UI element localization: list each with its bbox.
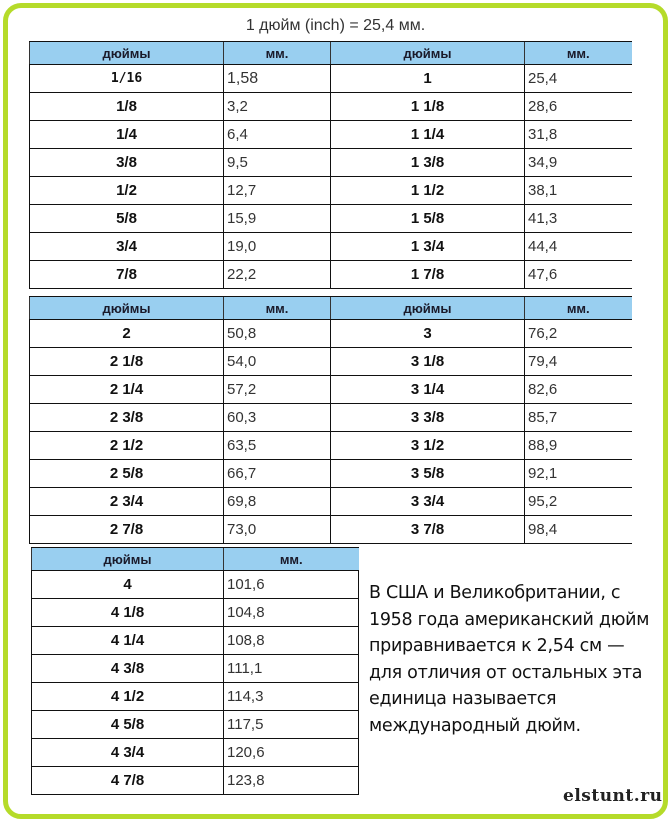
table-row bbox=[30, 516, 632, 544]
mm-cell: 114,3 bbox=[224, 683, 359, 711]
mm-cell: 25,4 bbox=[525, 65, 632, 93]
mm-cell: 1,58 bbox=[224, 65, 331, 93]
mm-cell: 88,9 bbox=[525, 432, 632, 460]
mm-cell: 69,8 bbox=[224, 488, 331, 516]
inch-cell: 4 1/8 bbox=[32, 599, 224, 627]
inch-cell: 3/4 bbox=[30, 233, 224, 261]
column-header-inches: дюймы bbox=[32, 548, 224, 571]
inch-cell: 2 1/8 bbox=[30, 348, 224, 376]
table-row bbox=[30, 261, 632, 289]
mm-cell: 104,8 bbox=[224, 599, 359, 627]
mm-cell: 44,4 bbox=[525, 233, 632, 261]
inch-cell: 2 bbox=[30, 320, 224, 348]
inch-cell: 1/8 bbox=[30, 93, 224, 121]
inch-cell: 1 3/8 bbox=[331, 149, 525, 177]
inch-cell: 4 7/8 bbox=[32, 767, 224, 795]
table-row bbox=[32, 683, 359, 711]
column-header-inches: дюймы bbox=[30, 297, 224, 320]
column-header-mm: мм. bbox=[224, 42, 331, 65]
table-row bbox=[30, 488, 632, 516]
table-row bbox=[30, 233, 632, 261]
column-header-mm: мм. bbox=[224, 548, 359, 571]
inch-cell: 3 3/8 bbox=[331, 404, 525, 432]
inch-cell: 2 3/8 bbox=[30, 404, 224, 432]
inch-cell: 1/16 bbox=[30, 65, 224, 93]
mm-cell: 47,6 bbox=[525, 261, 632, 289]
inch-cell: 4 3/8 bbox=[32, 655, 224, 683]
inch-cell: 1 1/2 bbox=[331, 177, 525, 205]
table-row bbox=[30, 65, 632, 93]
site-watermark: elstunt.ru bbox=[563, 786, 663, 806]
note-line: единица называется bbox=[369, 689, 557, 709]
table-row bbox=[32, 627, 359, 655]
table-header-row bbox=[30, 42, 632, 65]
inch-cell: 4 bbox=[32, 571, 224, 599]
mm-cell: 28,6 bbox=[525, 93, 632, 121]
mm-cell: 73,0 bbox=[224, 516, 331, 544]
column-header-mm: мм. bbox=[525, 297, 632, 320]
inch-cell: 3 3/4 bbox=[331, 488, 525, 516]
table-row bbox=[30, 177, 632, 205]
table-row bbox=[30, 432, 632, 460]
mm-cell: 60,3 bbox=[224, 404, 331, 432]
inch-cell: 1/4 bbox=[30, 121, 224, 149]
inch-cell: 1/2 bbox=[30, 177, 224, 205]
inch-cell: 3 bbox=[331, 320, 525, 348]
mm-cell: 3,2 bbox=[224, 93, 331, 121]
table-row bbox=[32, 711, 359, 739]
inch-cell: 3/8 bbox=[30, 149, 224, 177]
mm-cell: 63,5 bbox=[224, 432, 331, 460]
inch-cell: 3 1/2 bbox=[331, 432, 525, 460]
mm-cell: 108,8 bbox=[224, 627, 359, 655]
mm-cell: 38,1 bbox=[525, 177, 632, 205]
inch-cell: 3 1/8 bbox=[331, 348, 525, 376]
mm-cell: 120,6 bbox=[224, 739, 359, 767]
table-row bbox=[30, 93, 632, 121]
inch-cell: 2 1/2 bbox=[30, 432, 224, 460]
inch-cell: 7/8 bbox=[30, 261, 224, 289]
note-line: В США и Великобритании, с bbox=[369, 583, 621, 603]
mm-cell: 79,4 bbox=[525, 348, 632, 376]
table-row bbox=[32, 599, 359, 627]
inch-cell: 1 3/4 bbox=[331, 233, 525, 261]
mm-cell: 111,1 bbox=[224, 655, 359, 683]
inch-cell: 3 5/8 bbox=[331, 460, 525, 488]
table-row bbox=[32, 767, 359, 795]
table-row bbox=[30, 121, 632, 149]
mm-cell: 82,6 bbox=[525, 376, 632, 404]
mm-cell: 31,8 bbox=[525, 121, 632, 149]
mm-cell: 117,5 bbox=[224, 711, 359, 739]
mm-cell: 101,6 bbox=[224, 571, 359, 599]
table-row bbox=[32, 655, 359, 683]
inch-cell: 4 1/2 bbox=[32, 683, 224, 711]
conversion-table-0-1 bbox=[29, 41, 632, 289]
mm-cell: 57,2 bbox=[224, 376, 331, 404]
inch-cell: 1 bbox=[331, 65, 525, 93]
mm-cell: 54,0 bbox=[224, 348, 331, 376]
inch-cell: 4 1/4 bbox=[32, 627, 224, 655]
note-line: 1958 года американский дюйм bbox=[369, 609, 650, 630]
inch-cell: 3 1/4 bbox=[331, 376, 525, 404]
conversion-table-4 bbox=[31, 547, 359, 795]
mm-cell: 98,4 bbox=[525, 516, 632, 544]
inch-cell: 2 5/8 bbox=[30, 460, 224, 488]
note-line: для отличия от остальных эта bbox=[369, 662, 643, 683]
inch-cell: 5/8 bbox=[30, 205, 224, 233]
mm-cell: 15,9 bbox=[224, 205, 331, 233]
table-header-row bbox=[32, 548, 359, 571]
conversion-table-2-3 bbox=[29, 296, 632, 544]
table-row bbox=[32, 571, 359, 599]
mm-cell: 66,7 bbox=[224, 460, 331, 488]
page-title: 1 дюйм (inch) = 25,4 мм. bbox=[245, 17, 426, 34]
table-row bbox=[30, 205, 632, 233]
inch-cell: 1 5/8 bbox=[331, 205, 525, 233]
table-row bbox=[30, 320, 632, 348]
mm-cell: 123,8 bbox=[224, 767, 359, 795]
international-inch-note bbox=[369, 580, 659, 739]
mm-cell: 85,7 bbox=[525, 404, 632, 432]
mm-cell: 50,8 bbox=[224, 320, 331, 348]
inch-cell: 1 7/8 bbox=[331, 261, 525, 289]
inch-cell: 1 1/4 bbox=[331, 121, 525, 149]
inch-cell: 2 3/4 bbox=[30, 488, 224, 516]
note-line: международный дюйм. bbox=[369, 715, 581, 736]
inch-cell: 1 1/8 bbox=[331, 93, 525, 121]
column-header-mm: мм. bbox=[525, 42, 632, 65]
mm-cell: 19,0 bbox=[224, 233, 331, 261]
mm-cell: 22,2 bbox=[224, 261, 331, 289]
mm-cell: 6,4 bbox=[224, 121, 331, 149]
mm-cell: 76,2 bbox=[525, 320, 632, 348]
table-row bbox=[32, 739, 359, 767]
inch-cell: 4 3/4 bbox=[32, 739, 224, 767]
column-header-inches: дюймы bbox=[331, 42, 525, 65]
mm-cell: 95,2 bbox=[525, 488, 632, 516]
table-row bbox=[30, 404, 632, 432]
mm-cell: 41,3 bbox=[525, 205, 632, 233]
mm-cell: 12,7 bbox=[224, 177, 331, 205]
mm-cell: 92,1 bbox=[525, 460, 632, 488]
column-header-inches: дюймы bbox=[331, 297, 525, 320]
column-header-inches: дюймы bbox=[30, 42, 224, 65]
table-row bbox=[30, 348, 632, 376]
inch-cell: 2 7/8 bbox=[30, 516, 224, 544]
inch-cell: 4 5/8 bbox=[32, 711, 224, 739]
note-line: приравнивается к 2,54 см — bbox=[369, 636, 625, 656]
inch-cell: 3 7/8 bbox=[331, 516, 525, 544]
table-row bbox=[30, 376, 632, 404]
mm-cell: 9,5 bbox=[224, 149, 331, 177]
column-header-mm: мм. bbox=[224, 297, 331, 320]
table-row bbox=[30, 460, 632, 488]
mm-cell: 34,9 bbox=[525, 149, 632, 177]
inch-cell: 2 1/4 bbox=[30, 376, 224, 404]
table-row bbox=[30, 149, 632, 177]
table-header-row bbox=[30, 297, 632, 320]
